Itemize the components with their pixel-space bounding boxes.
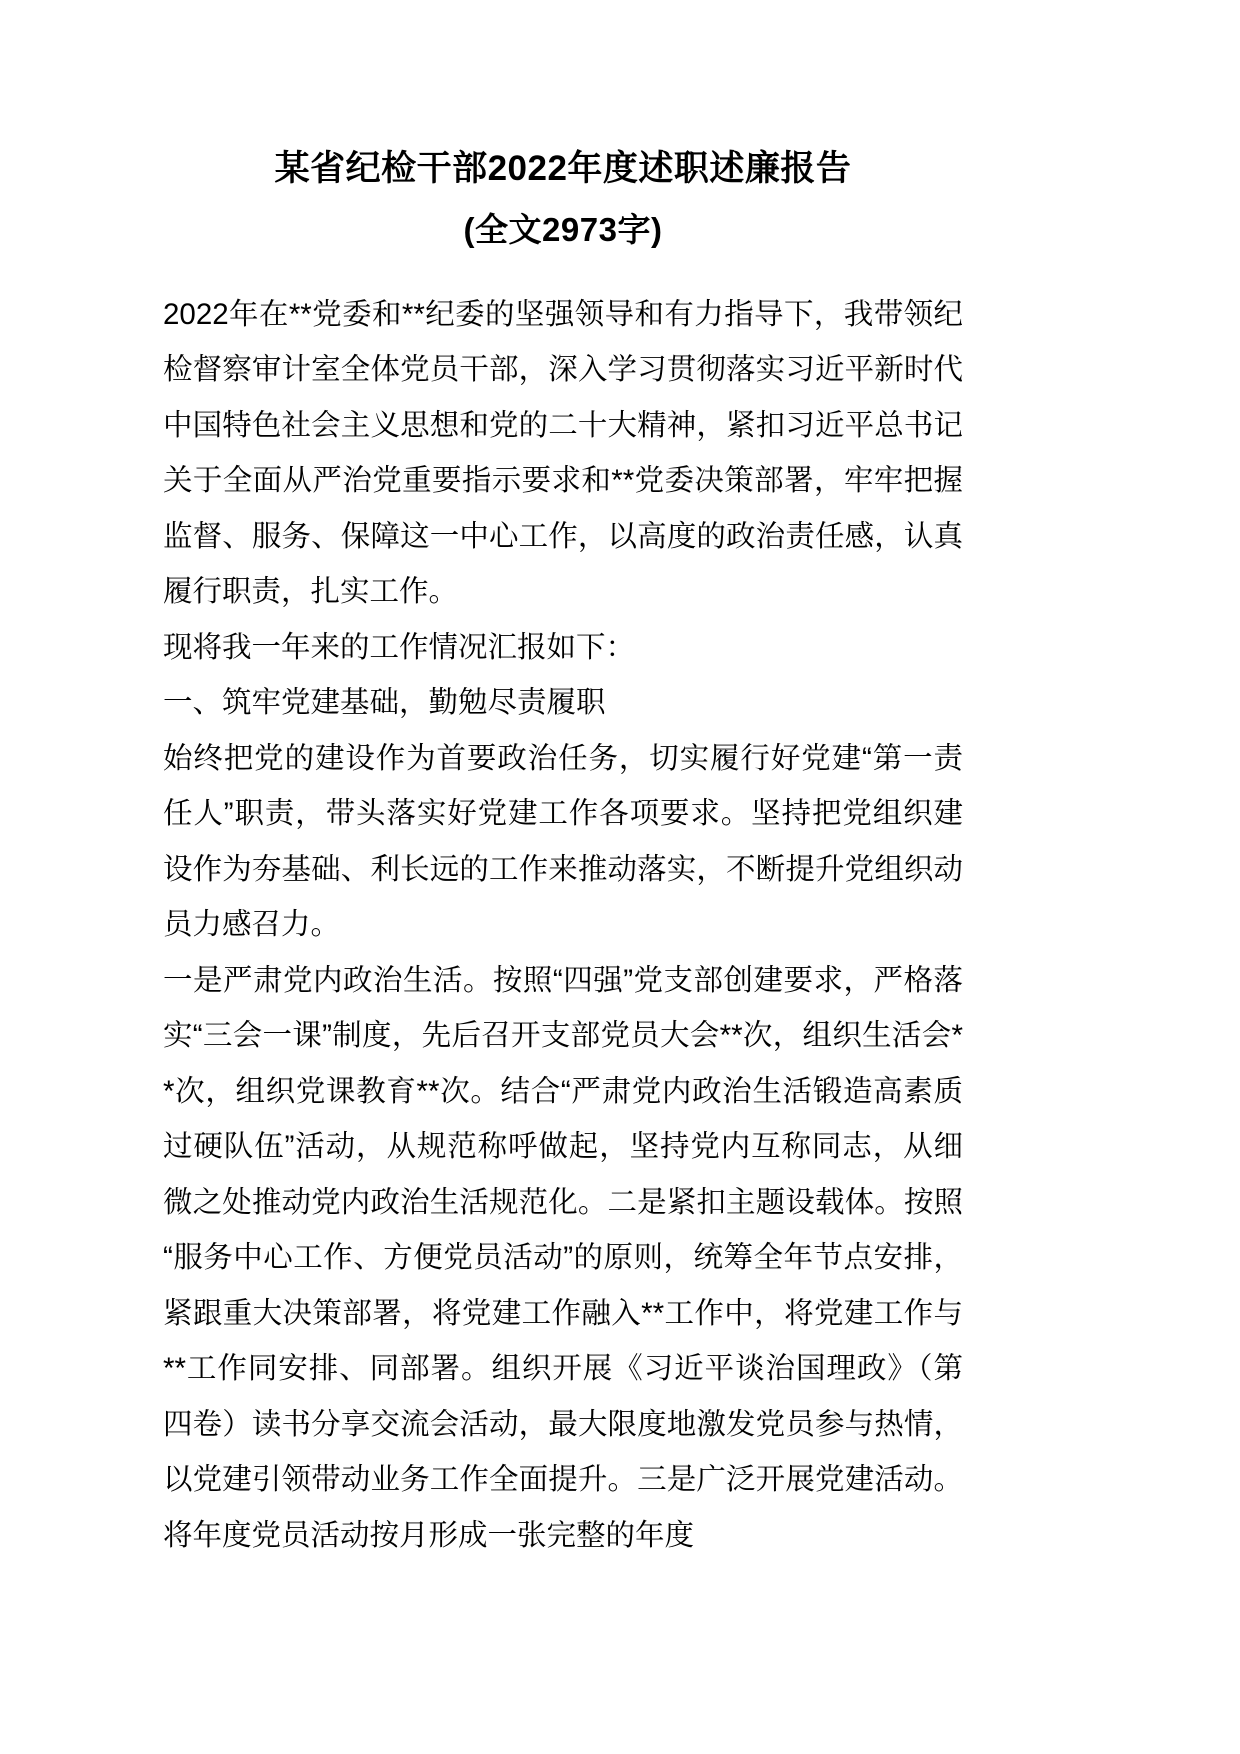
paragraph-report-lead-in: 现将我一年来的工作情况汇报如下： xyxy=(163,630,636,664)
document-body xyxy=(163,287,963,1564)
page-subtitle-word-count: (全文2973字) xyxy=(463,211,663,249)
paragraph-intro: 2022年在**党委和**纪委的坚强领导和有力指导下，我带领纪检督察审计室全体党员干部，深入学习贯彻落实习近平新时代中国特色社会主义思想和党的二十大精神，紧扣习近平总书记关于全面从严治党重要指示要求和**党委决策部署，牢牢把握监督、服务、保障这一中心工作，以高度的政治责任感，认真履行职责，扎实工作。 xyxy=(163,297,963,609)
document-content xyxy=(163,0,963,1563)
page-title: 某省纪检干部2022年度述职述廉报告 xyxy=(274,149,852,188)
paragraph-party-building-foundation: 始终把党的建设作为首要政治任务，切实履行好党建“第一责任人”职责，带头落实好党建工作各项要求。坚持把党组织建设作为夯基础、利长远的工作来推动落实，不断提升党组织动员力感召力。 xyxy=(163,741,963,942)
section-heading-one: 一、筑牢党建基础，勤勉尽责履职 xyxy=(163,686,606,720)
paragraph-party-political-life: 一是严肃党内政治生活。按照“四强”党支部创建要求，严格落实“三会一课”制度，先后召开支部党员大会**次，组织生活会**次，组织党课教育**次。结合“严肃党内政治生活锻造高素质过硬队伍”活动，从规范称呼做起，坚持党内互称同志，从细微之处推动党内政治生活规范化。二是紧扣主题设载体。按照“服务中心工作、方便党员活动”的原则，统筹全年节点安排，紧跟重大决策部署，将党建工作融入**工作中，将党建工作与**工作同安排、同部署。组织开展《习近平谈治国理政》（第四卷）读书分享交流会活动，最大限度地激发党员参与热情，以党建引领带动业务工作全面提升。三是广泛开展党建活动。将年度党员活动按月形成一张完整的年度 xyxy=(163,963,963,1552)
